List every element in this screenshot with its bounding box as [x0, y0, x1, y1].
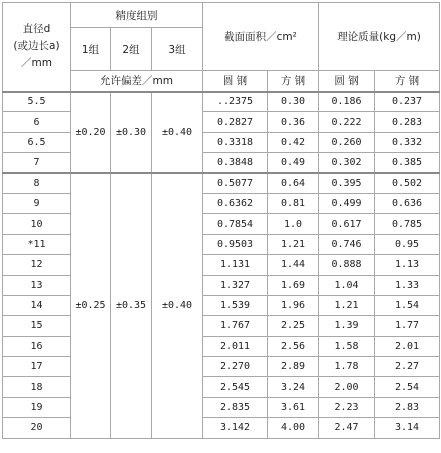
diameter-cell: 19	[3, 397, 71, 417]
mass-square-cell: 2.27	[375, 357, 440, 377]
mass-round-header: 圆 钢	[319, 71, 375, 92]
area-square-cell: 0.36	[268, 112, 319, 132]
mass-square-cell: 0.502	[375, 173, 440, 193]
group-3-header: 3组	[152, 28, 203, 71]
tolerance-group2-2: ±0.35	[111, 173, 152, 438]
diameter-cell: 17	[3, 357, 71, 377]
area-square-cell: 1.21	[268, 234, 319, 254]
tolerance-group2-1: ±0.25	[71, 173, 111, 438]
area-round-cell: 2.011	[203, 336, 268, 356]
mass-round-cell: 0.395	[319, 173, 375, 193]
diameter-header-line-1: 直径d	[22, 23, 51, 36]
mass-round-cell: 0.302	[319, 153, 375, 173]
table-row	[3, 336, 440, 356]
precision-group-header: 精度组别	[71, 3, 203, 28]
area-round-header: 圆 钢	[203, 71, 268, 92]
area-square-cell: 2.56	[268, 336, 319, 356]
diameter-cell: 6.5	[3, 132, 71, 152]
mass-round-cell: 1.58	[319, 336, 375, 356]
area-round-cell: 1.767	[203, 316, 268, 336]
mass-square-cell: 1.77	[375, 316, 440, 336]
mass-round-cell: 1.78	[319, 357, 375, 377]
diameter-cell: 16	[3, 336, 71, 356]
table-row	[3, 255, 440, 275]
mass-square-cell: 0.95	[375, 234, 440, 254]
table-row	[3, 173, 440, 193]
mass-round-cell: 2.23	[319, 397, 375, 417]
tolerance-group1-2: ±0.30	[111, 92, 152, 174]
area-square-cell: 0.42	[268, 132, 319, 152]
diameter-cell: 6	[3, 112, 71, 132]
area-square-cell: 4.00	[268, 418, 319, 438]
steel-bar-spec-table	[2, 2, 440, 439]
mass-round-cell: 2.00	[319, 377, 375, 397]
mass-square-cell: 0.237	[375, 92, 440, 112]
mass-round-cell: 1.21	[319, 295, 375, 315]
mass-square-cell: 0.385	[375, 153, 440, 173]
table-row	[3, 316, 440, 336]
diameter-cell: 14	[3, 295, 71, 315]
table-row	[3, 132, 440, 152]
mass-square-cell: 2.01	[375, 336, 440, 356]
diameter-cell: 9	[3, 193, 71, 213]
mass-round-cell: 0.222	[319, 112, 375, 132]
mass-round-cell: 0.617	[319, 214, 375, 234]
diameter-cell: *11	[3, 234, 71, 254]
table-header	[3, 3, 440, 92]
diameter-cell: 13	[3, 275, 71, 295]
area-square-cell: 2.89	[268, 357, 319, 377]
tolerance-header: 允许偏差／mm	[71, 71, 203, 92]
diameter-cell: 18	[3, 377, 71, 397]
area-round-cell: 3.142	[203, 418, 268, 438]
table-row	[3, 92, 440, 112]
table-row	[3, 357, 440, 377]
table-row	[3, 295, 440, 315]
area-round-cell: 1.327	[203, 275, 268, 295]
mass-square-cell: 0.332	[375, 132, 440, 152]
mass-round-cell: 1.04	[319, 275, 375, 295]
mass-round-cell: 0.746	[319, 234, 375, 254]
area-round-cell: 0.3318	[203, 132, 268, 152]
mass-round-cell: 0.260	[319, 132, 375, 152]
area-header: 截面面积／cm²	[203, 3, 319, 71]
area-round-cell: 0.3848	[203, 153, 268, 173]
table-row	[3, 275, 440, 295]
table-row	[3, 234, 440, 254]
area-round-cell: 0.5077	[203, 173, 268, 193]
mass-square-cell: 1.33	[375, 275, 440, 295]
mass-square-cell: 3.14	[375, 418, 440, 438]
diameter-cell: 15	[3, 316, 71, 336]
area-square-cell: 2.25	[268, 316, 319, 336]
mass-round-cell: 1.39	[319, 316, 375, 336]
area-round-cell: 0.6362	[203, 193, 268, 213]
tolerance-group2-3: ±0.40	[152, 173, 203, 438]
area-square-cell: 0.64	[268, 173, 319, 193]
area-square-cell: 0.81	[268, 193, 319, 213]
area-round-cell: 0.7854	[203, 214, 268, 234]
mass-square-cell: 1.13	[375, 255, 440, 275]
diameter-cell: 12	[3, 255, 71, 275]
mass-square-cell: 0.785	[375, 214, 440, 234]
diameter-header	[3, 3, 71, 92]
diameter-cell: 8	[3, 173, 71, 193]
diameter-cell: 5.5	[3, 92, 71, 112]
mass-square-header: 方 钢	[375, 71, 440, 92]
area-square-cell: 3.61	[268, 397, 319, 417]
area-round-cell: 2.545	[203, 377, 268, 397]
mass-square-cell: 0.283	[375, 112, 440, 132]
table-row	[3, 193, 440, 213]
mass-square-cell: 2.54	[375, 377, 440, 397]
diameter-cell: 20	[3, 418, 71, 438]
area-round-cell: 1.131	[203, 255, 268, 275]
area-square-cell: 1.96	[268, 295, 319, 315]
area-square-header: 方 钢	[268, 71, 319, 92]
area-square-cell: 0.30	[268, 92, 319, 112]
table-body	[3, 92, 440, 439]
table-row	[3, 153, 440, 173]
mass-round-cell: 0.888	[319, 255, 375, 275]
diameter-cell: 7	[3, 153, 71, 173]
mass-header: 理论质量(kg／m)	[319, 3, 440, 71]
mass-square-cell: 0.636	[375, 193, 440, 213]
area-round-cell: 2.270	[203, 357, 268, 377]
group-2-header: 2组	[111, 28, 152, 71]
area-round-cell: 0.9503	[203, 234, 268, 254]
table-row	[3, 112, 440, 132]
mass-square-cell: 1.54	[375, 295, 440, 315]
diameter-header-line-3: ／mm	[21, 57, 52, 70]
tolerance-group1-3: ±0.40	[152, 92, 203, 174]
group-1-header: 1组	[71, 28, 111, 71]
area-round-cell: 1.539	[203, 295, 268, 315]
mass-round-cell: 2.47	[319, 418, 375, 438]
tolerance-group1-1: ±0.20	[71, 92, 111, 174]
mass-square-cell: 2.83	[375, 397, 440, 417]
mass-round-cell: 0.499	[319, 193, 375, 213]
area-round-cell: 2.835	[203, 397, 268, 417]
area-square-cell: 1.44	[268, 255, 319, 275]
area-square-cell: 1.69	[268, 275, 319, 295]
table-row	[3, 214, 440, 234]
diameter-cell: 10	[3, 214, 71, 234]
diameter-header-line-2: (或边长a)	[13, 40, 60, 53]
area-square-cell: 1.0	[268, 214, 319, 234]
area-round-cell: 0.2827	[203, 112, 268, 132]
area-square-cell: 0.49	[268, 153, 319, 173]
area-round-cell: ..2375	[203, 92, 268, 112]
area-square-cell: 3.24	[268, 377, 319, 397]
table-row	[3, 418, 440, 438]
mass-round-cell: 0.186	[319, 92, 375, 112]
table-row	[3, 377, 440, 397]
table-row	[3, 397, 440, 417]
